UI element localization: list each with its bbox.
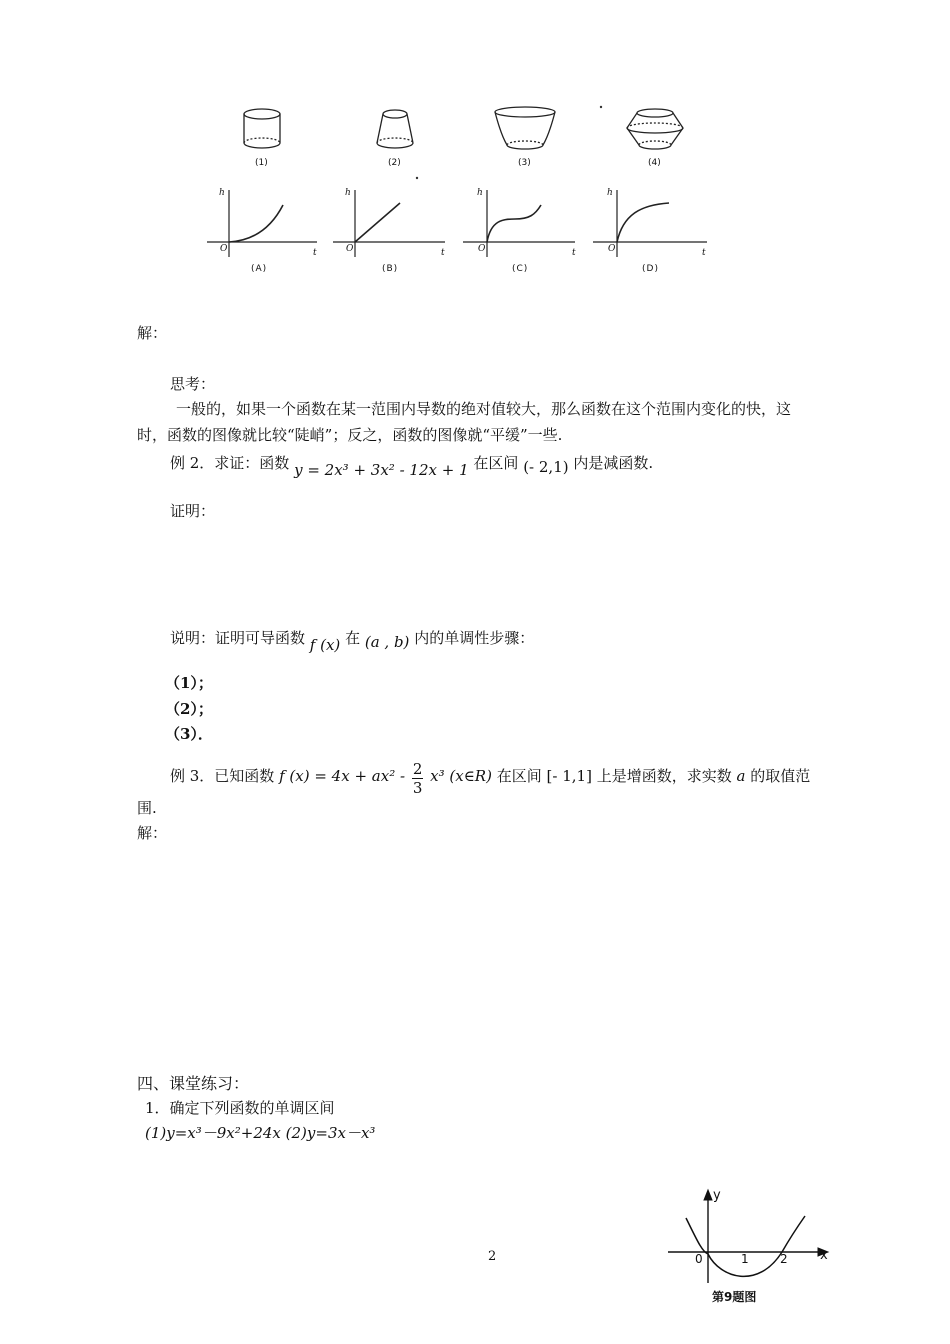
solution-label-1: 解： (137, 324, 168, 342)
figure-9-curve (686, 1216, 805, 1276)
graph-c-curve (487, 205, 541, 242)
axis-t-a: t (313, 248, 317, 258)
example-2-formula: y = 2x³ + 3x² - 12x + 1 (294, 461, 469, 479)
proof-label: 证明： (170, 502, 216, 520)
container-label-1: (1) (255, 158, 268, 168)
container-wide-top-icon (495, 107, 555, 149)
example-3-suffix-b: 的取值范 (750, 767, 811, 785)
origin-c: O (478, 244, 486, 254)
think-line-2: 时，函数的图像就比较“陡峭”；反之，函数的图像就“平缓”一些. (137, 426, 563, 444)
graph-label-a: (A) (251, 264, 268, 274)
example-2 (170, 452, 653, 481)
explain-prefix: 说明：证明可导函数 (170, 629, 306, 647)
example-3-suffix-a: 上是增函数，求实数 (596, 767, 732, 785)
explain-interval: (a , b) (364, 633, 410, 651)
origin-d: O (608, 244, 616, 254)
figure-9-tick-2: 2 (780, 1252, 788, 1266)
origin-a: O (220, 244, 228, 254)
figure-9 (668, 1188, 833, 1308)
graph-b-line (355, 203, 400, 242)
solution-label-2: 解： (137, 824, 168, 842)
axis-h-a: h (219, 188, 225, 198)
axis-h-b: h (345, 188, 351, 198)
example-3-formula-start: f (x) = 4x + ax² - (279, 767, 406, 785)
container-double-frustum-icon (627, 109, 683, 149)
container-label-3: (3) (518, 158, 531, 168)
graph-a-curve (229, 205, 283, 242)
figure-9-axis-x: x (820, 1248, 828, 1263)
think-line-1: 一般的，如果一个函数在某一范围内导数的绝对值较大，那么函数在这个范围内变化的快，这 (176, 400, 792, 418)
graph-label-d: (D) (642, 264, 659, 274)
example-3-mid: 在区间 (496, 767, 542, 785)
container-cylinder-icon (244, 109, 280, 148)
step-1: （1）； (165, 674, 213, 692)
axis-t-d: t (702, 248, 706, 258)
example-2-mid: 在区间 (473, 454, 519, 472)
figure-9-caption: 第9题图 (712, 1290, 757, 1304)
container-label-4: (4) (648, 158, 661, 168)
example-2-suffix: 内是减函数. (573, 454, 654, 472)
axis-h-d: h (607, 188, 613, 198)
section-4-title: 四、课堂练习： (137, 1074, 250, 1093)
fraction-numerator: 2 (412, 760, 423, 778)
axis-h-c: h (477, 188, 483, 198)
figure-9-svg (668, 1188, 833, 1288)
graph-label-b: (B) (382, 264, 399, 274)
container-label-2: (2) (388, 158, 401, 168)
think-title: 思考： (170, 375, 216, 393)
figure-9-axis-y: y (713, 1188, 721, 1203)
graph-d-curve (617, 203, 669, 242)
axis-t-b: t (441, 248, 445, 258)
container-narrow-top-icon (377, 110, 413, 148)
step-3: （3）． (165, 725, 213, 743)
explain-func: f (x) (309, 636, 341, 654)
exercise-1-parts: (1)y=x³－9x²+24x (2)y=3x－x³ (145, 1124, 376, 1142)
graph-label-c: (C) (512, 264, 529, 274)
containers-and-graphs-svg (195, 95, 735, 285)
explain-suffix: 内的单调性步骤： (414, 629, 535, 647)
fraction-denominator: 3 (412, 779, 423, 797)
figure-9-tick-1: 1 (741, 1252, 749, 1266)
explain-mid: 在 (345, 629, 361, 647)
example-3-fraction (412, 760, 424, 797)
example-2-prefix: 例 2．求证：函数 (170, 454, 290, 472)
axis-t-c: t (572, 248, 576, 258)
example-2-interval: (- 2,1) (523, 458, 569, 476)
example-3-prefix: 例 3．已知函数 (170, 767, 275, 785)
example-3 (170, 760, 810, 797)
figure-9-tick-0: 0 (695, 1252, 703, 1266)
containers-figure (195, 95, 735, 285)
example-3-interval: [- 1,1] (546, 767, 592, 785)
origin-b: O (346, 244, 354, 254)
example-3-formula-end: x³ (x∈R) (430, 767, 492, 785)
page-number: 2 (488, 1249, 497, 1264)
example-3-line-2: 围. (137, 799, 157, 817)
example-3-var: a (736, 767, 746, 785)
step-2: （2）； (165, 700, 213, 718)
exercise-1: 1．确定下列函数的单调区间 (145, 1099, 335, 1117)
explain-line (170, 627, 534, 656)
